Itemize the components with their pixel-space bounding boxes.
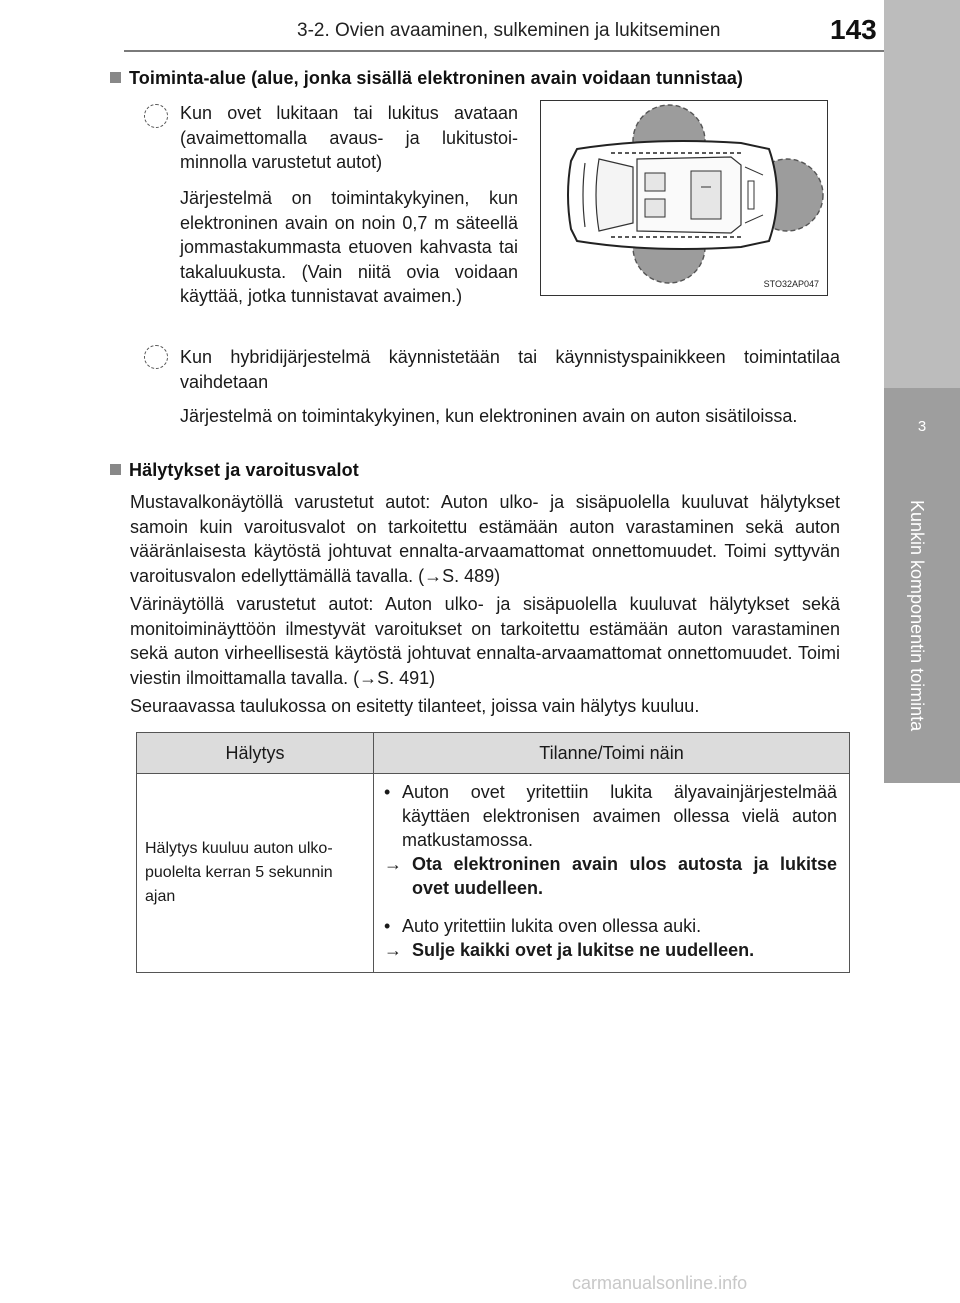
situation-bullet: • Auton ovet yritettiin lukita älyavainjärjestelmää käyttäen elektronisen avaimen ollessa vielä auton matkustamossa. bbox=[384, 780, 837, 852]
chapter-title-holder bbox=[906, 500, 938, 760]
table-row bbox=[137, 774, 850, 973]
arrow-icon: → bbox=[384, 854, 402, 874]
table-header-row bbox=[137, 733, 850, 774]
chapter-number: 3 bbox=[917, 418, 927, 435]
situation-bullet: • Auto yritettiin lukita oven ollessa auki. bbox=[384, 914, 837, 938]
item-keyless-lock-body: Järjestelmä on toimintakykyinen, kun elektroninen avain on noin 0,7 m säteellä jommastakummasta etuoven kahvasta tai takaluukusta. (Vain niitä ovia voidaan käyttää, jotka tunnistavat avaimen.) bbox=[180, 188, 518, 306]
arrow-icon: → bbox=[384, 940, 402, 960]
action-line bbox=[384, 852, 837, 900]
car-top-view-illustration bbox=[541, 101, 826, 294]
watermark: carmanualsonline.info bbox=[572, 1273, 748, 1293]
dashed-circle-icon bbox=[144, 104, 168, 128]
chapter-title: Kunkin komponentin toiminta bbox=[907, 500, 927, 732]
table-header-alarm: Hälytys bbox=[137, 733, 374, 774]
paragraph-table-intro: Seuraavassa taulukossa on esitetty tilanteet, joissa vain hälytys kuuluu. bbox=[130, 696, 700, 716]
header-divider bbox=[124, 50, 884, 52]
action-text: Ota elektroninen avain ulos autosta ja lukitse ovet uudelleen. bbox=[412, 854, 837, 898]
section-heading-alarms: Hälytykset ja varoitusvalot bbox=[110, 460, 359, 481]
situation-cell bbox=[374, 774, 850, 973]
item-keyless-lock-title: Kun ovet lukitaan tai lukitus avataan (avaimettomalla avaus- ja lukitustoiminnolla varustetut autot) bbox=[180, 103, 518, 172]
square-bullet-icon bbox=[110, 72, 121, 83]
table-header-situation: Tilanne/Toimi näin bbox=[374, 733, 850, 774]
item-start-title: Kun hybridijärjestelmä käynnistetään tai käynnistyspainikkeen toimintatilaa vaihdetaan bbox=[180, 347, 840, 392]
figure-code: STO32AP047 bbox=[763, 279, 819, 289]
section-title: 3-2. Ovien avaaminen, sulkeminen ja lukitseminen bbox=[297, 20, 721, 41]
side-tab-strip bbox=[884, 0, 960, 388]
paragraph-color-display: Värinäytöllä varustetut autot: Auton ulko- ja sisäpuolella kuuluvat hälytykset sekä monitoiminäyttöön ilmestyvät varoitukset on tarkoitettu estämään auton varastaminen sekä auton virheellisestä käytöstä johtuvat ennalta-arvaamattomat onnettomuudet. Toimi viestin ilmoittamalla tavalla. (→S. 491) bbox=[130, 594, 840, 688]
item-start-body: Järjestelmä on toimintakykyinen, kun elektroninen avain on auton sisätiloissa. bbox=[180, 406, 798, 426]
detection-range-figure bbox=[540, 100, 828, 296]
square-bullet-icon bbox=[110, 464, 121, 475]
alarm-table bbox=[136, 732, 850, 973]
dashed-circle-icon bbox=[144, 345, 168, 369]
side-tab bbox=[884, 388, 960, 783]
alarm-description bbox=[137, 774, 374, 973]
action-line bbox=[384, 938, 837, 962]
action-text: Sulje kaikki ovet ja lukitse ne uudelleen. bbox=[412, 940, 755, 960]
paragraph-monochrome-display: Mustavalkonäytöllä varustetut autot: Auton ulko- ja sisäpuolella kuuluvat hälytykset samoin kuin varoitusvalot on tarkoitettu estämään auton varastaminen sekä auton vääränlaisesta käytöstä johtuvat ennalta-arvaamattomat onnettomuudet. Toimi syttyvän varoitusvalon edellyttämällä tavalla. (→S. 489) bbox=[130, 492, 840, 586]
alarm-text: Hälytys kuuluu auton ulkopuolelta kerran 5 sekunnin ajan bbox=[145, 840, 333, 905]
page-number: 143 bbox=[830, 14, 877, 45]
section-heading-range: Toiminta-alue (alue, jonka sisällä elektroninen avain voidaan tunnistaa) bbox=[110, 68, 743, 89]
